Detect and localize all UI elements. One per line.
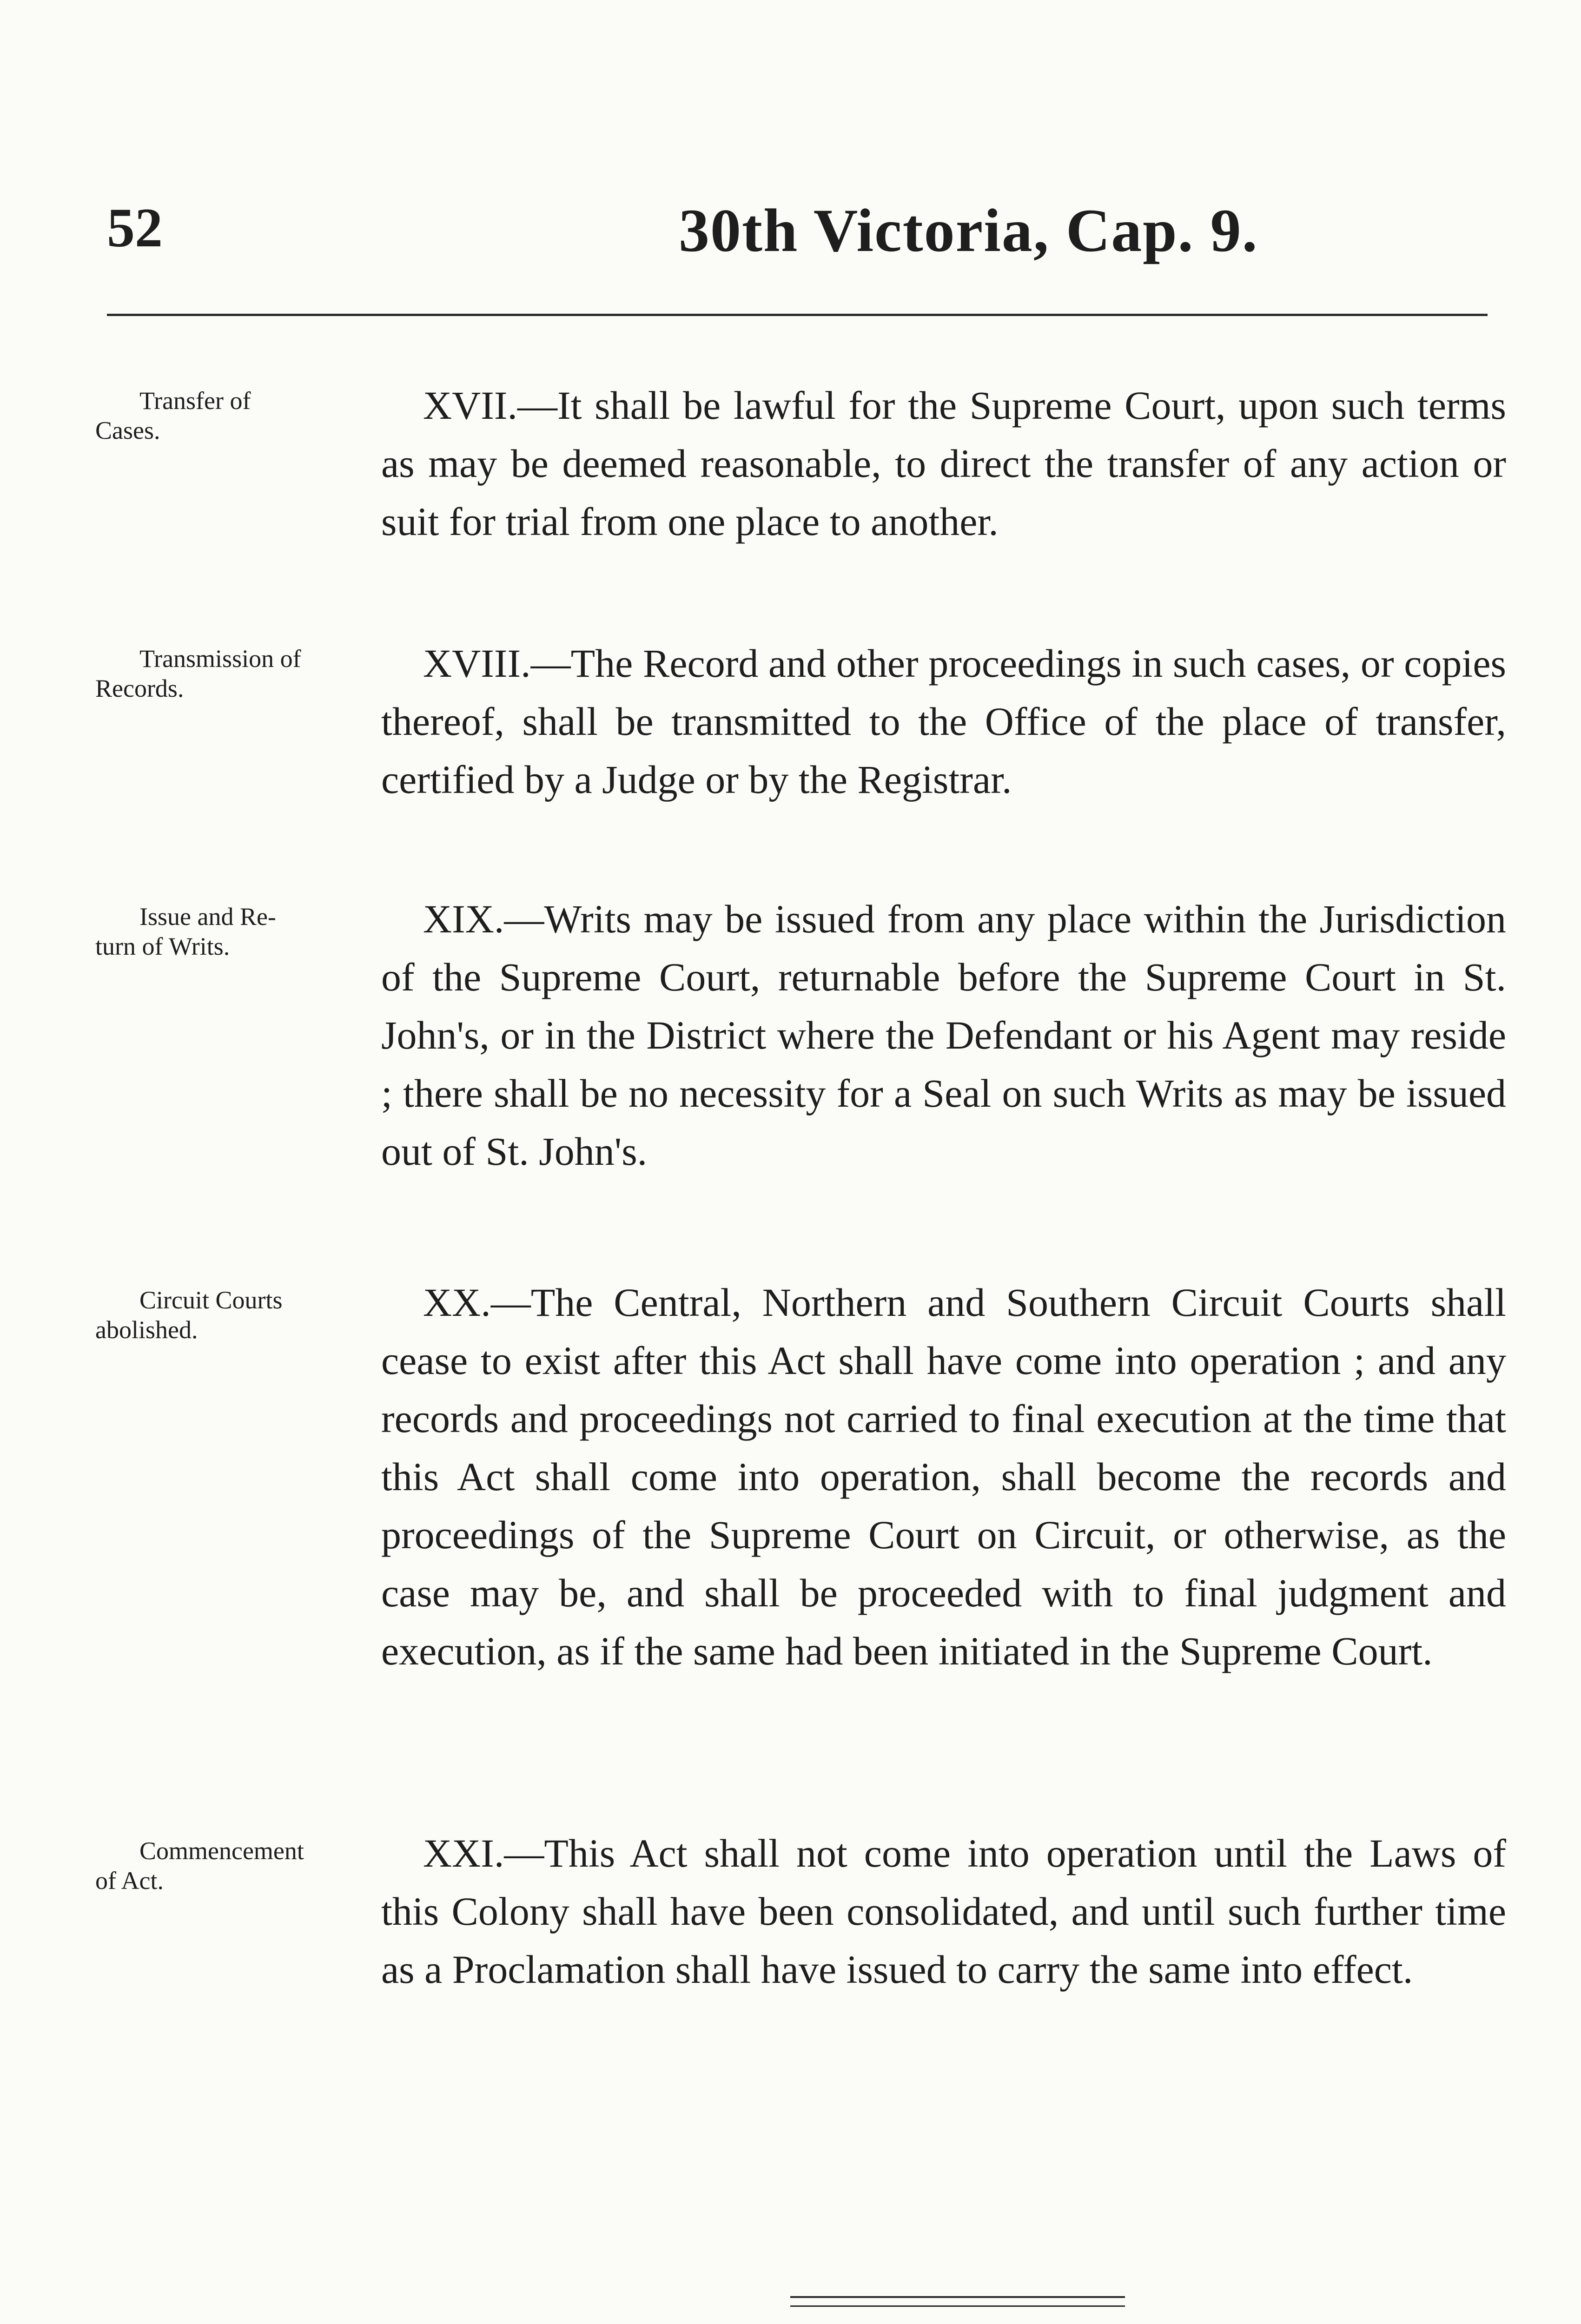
marginal-note-line: of Act. [95,1867,164,1895]
page-number: 52 [107,197,163,258]
section-text: XVIII.—The Record and other proceedings in such cases, or copies thereof, shall be transmitted to the Office of the place of transfer, certified by a Judge or by the Registrar. [381,641,1506,802]
page-header [107,186,1502,279]
marginal-note [95,902,393,961]
section-text: XVII.—It shall be lawful for the Supreme Court, upon such terms as may be deemed reasonable, to direct the transfer of any action or suit for trial from one place to another. [381,383,1506,544]
marginal-note-line: turn of Writs. [95,932,230,960]
marginal-note [95,386,393,445]
marginal-note-line: Records. [95,674,184,702]
section-text: XXI.—This Act shall not come into operation until the Laws of this Colony shall have been consolidated, and until such further time as a Proclamation shall have issued to carry the same into effect. [381,1831,1506,1992]
marginal-note [95,1285,393,1345]
marginal-note [95,1836,393,1895]
marginal-note [95,644,393,703]
running-title: 30th Victoria, Cap. 9. [679,196,1258,264]
marginal-note-line: Issue and Re- [139,903,276,931]
section-text: XIX.—Writs may be issued from any place within the Jurisdiction of the Supreme Court, returnable before the Supreme Court in St. John's, or in the District where the Defendant or his Agent may reside ; there shall be no necessity for a Seal on such Writs as may be issued out of St. John's. [381,897,1506,1174]
marginal-note-line: Transmission of [139,645,301,673]
marginal-note-line: Commencement [139,1837,304,1865]
header-rule [107,314,1488,316]
closing-rule [790,2296,1125,2298]
section-text: XX.—The Central, Northern and Southern Circuit Courts shall cease to exist after this Act shall have come into operation ; and any records and proceedings not carried to final execution at the time that this Act shall come into operation, shall become the records and proceedings of the Supreme Court on Circuit, or otherwise, as the case may be, and shall be proceeded with to final judgment and execution, as if the same had been initiated in the Supreme Court. [381,1280,1506,1673]
marginal-note-line: Transfer of [139,387,251,415]
marginal-note-line: Cases. [95,416,160,444]
marginal-note-line: Circuit Courts [139,1286,283,1314]
marginal-note-line: abolished. [95,1316,198,1344]
closing-rule [790,2305,1125,2307]
